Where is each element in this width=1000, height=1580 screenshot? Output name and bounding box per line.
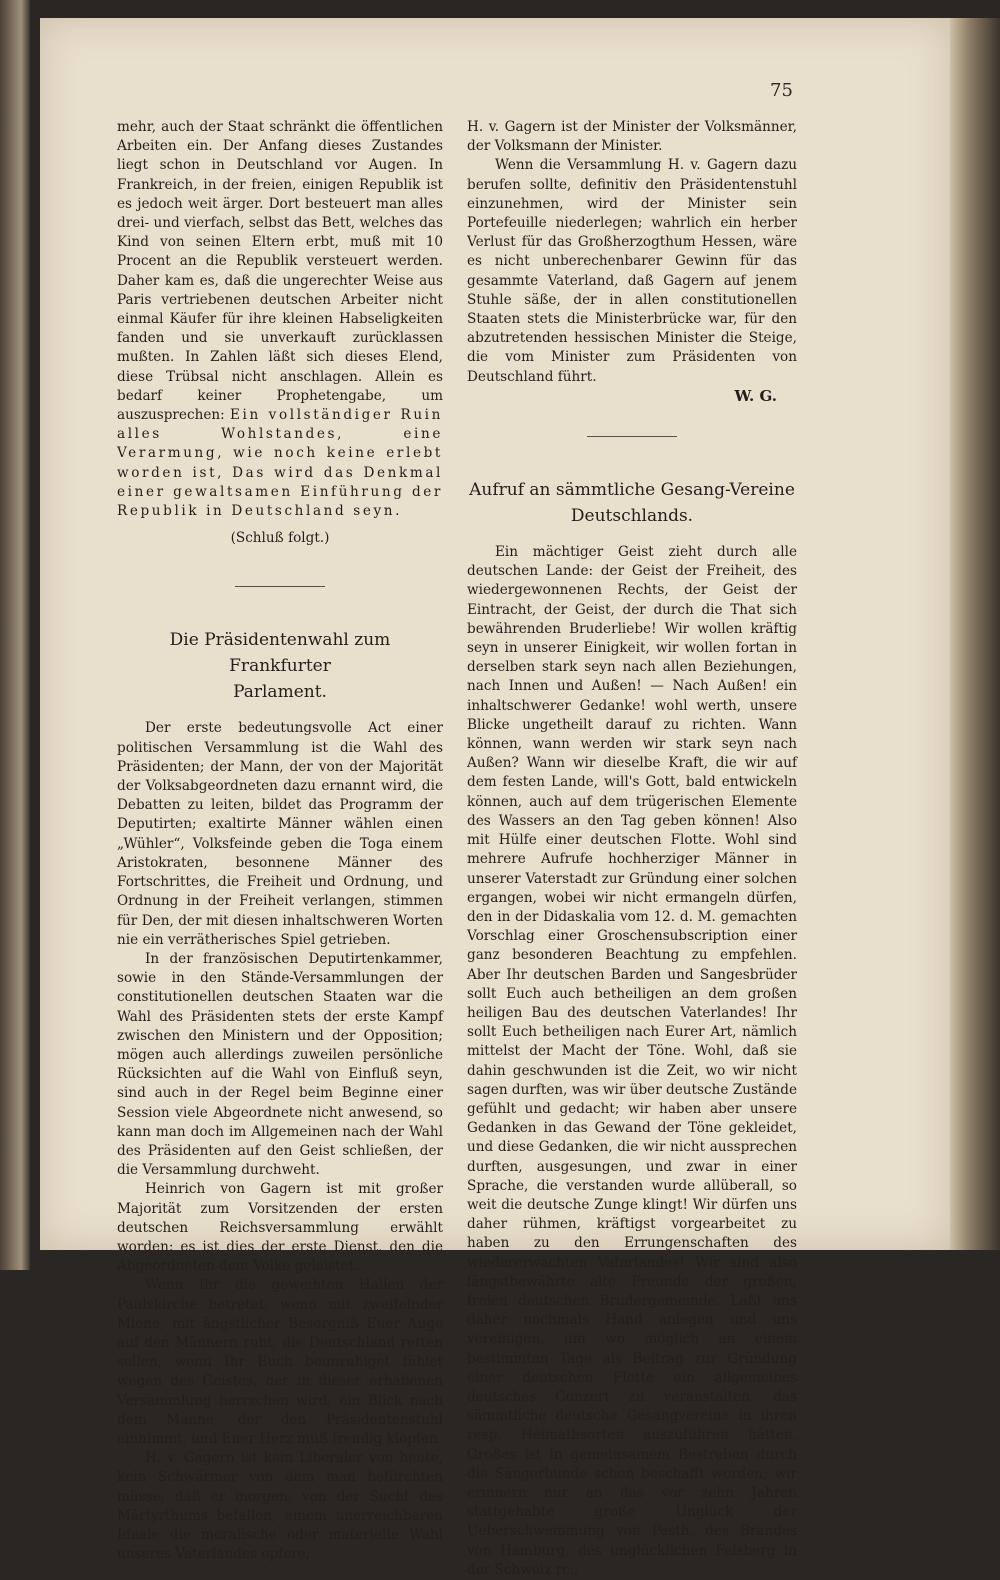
emphasized-text: Ein vollständiger Ruin alles Wohlstandes, eine Verarmung, wie noch keine erlebt worden ist, Das wird das Denkmal einer gewaltsamen Einführung der Republik in Deutschland seyn. xyxy=(117,407,443,520)
paragraph: Wenn die Versammlung H. v. Gagern dazu berufen sollte, definitiv den Präsidentenstuhl einzunehmen, wird der Minister sein Portefeuille niederlegen; wahrlich ein herber Verlust für das Großherzogthum Hessen, wäre es nicht unberechenbarer Gewinn für das gesammte Vaterland, daß Gagern auf jenem Stuhle säße, der in allen constitutionellen Staaten stets die Ministerbrücke war, für den abzutretenden hessischen Minister die Steige, die vom Minister zum Präsidenten von Deutschland führt. xyxy=(467,157,797,385)
heading-line: Deutschlands. xyxy=(570,506,694,527)
heading-line: Parlament. xyxy=(233,682,327,703)
heading-line: Die Präsidentenwahl zum Frankfurter xyxy=(169,630,391,677)
continued-note: (Schluß folgt.) xyxy=(230,530,330,547)
page-number: 75 xyxy=(770,80,793,101)
paragraph xyxy=(117,118,443,521)
section-divider xyxy=(587,436,677,437)
heading-line: Aufruf an sämmtliche Gesang-Vereine xyxy=(469,480,795,501)
paragraph: H. v. Gagern ist der Minister der Volksmänner, der Volksmann der Minister. xyxy=(467,119,797,155)
signature: W. G. xyxy=(734,386,777,405)
paragraph: In der französischen Deputirtenkammer, sowie in den Stände-Versammlungen der constitutionellen deutschen Staaten war die Wahl des Präsidenten stets der erste Kampf zwischen den Ministern und der Opposition; mögen auch allerdings zuweilen persönliche Rücksichten auf die Wahl von Einfluß seyn, sind auch in der Regel beim Beginne einer Session viele Abgeordnete nicht anwesend, so kann man doch im Allgemeinen nach der Wahl des Präsidenten auf den Geist schließen, der die Versammlung durchweht. xyxy=(117,950,443,1179)
paragraph: Der erste bedeutungsvolle Act einer politischen Versammlung ist die Wahl des Präsidenten; der Mann, der von der Majorität der Volksabgeordneten dazu ernannt wird, die Debatten zu leiten, bildet das Programm der Deputirten; exaltirte Männer wählen einen „Wühler“, Volksfeinde geben die Toga einem Aristokraten, besonnene Männer des Fortschrittes, die Freiheit und Ordnung, und Ordnung in der Freiheit verlangen, stimmen für Den, der mit diesen inhaltschweren Worten nie ein verrätherisches Spiel getrieben. xyxy=(117,720,443,948)
paragraph: Wenn Ihr die geweihten Hallen der Paulskirche betretet, wenn mit zweifelnder Miene, mit ängstlicher Besorgniß Euer Auge auf den Männern ruht, die Deutschland retten sollen, wenn Ihr Euch beunruhiget fühlet wegen des Geistes, der in dieser erhabenen Versammlung herrschen wird; ein Blick nach dem Manne, der den Präsidentenstuhl einnimmt, und Euer Herz muß freudig klopfen. xyxy=(117,1277,443,1447)
article-heading xyxy=(117,627,443,705)
paragraph-text: mehr, auch der Staat schränkt die öffentlichen Arbeiten ein. Der Anfang dieses Zustandes liegt schon in Deutschland vor Augen. In Frankreich, in der freien, einigen Republik ist es jedoch weit ärger. Dort besteuert man alles drei- und vierfach, selbst das Bett, welches das Kind von seinen Eltern erbt, muß mit 10 Procent an die Republik versteuert werden. Daher kam es, daß die ungerechter Weise aus Paris vertriebenen deutschen Arbeiter nicht einmal Käufer für ihre kleinen Habseligkeiten fanden und sie unverkauft zurücklassen mußten. In Zahlen läßt sich dieses Elend, diese Trübsal nicht anschlagen. Allein es bedarf keiner Prophetengabe, um auszusprechen: xyxy=(117,119,443,424)
right-column xyxy=(467,118,797,1580)
adjacent-page-edge xyxy=(0,0,30,1270)
page-stack-edge xyxy=(950,18,1000,1250)
left-column xyxy=(117,118,443,1564)
paragraph: H. v. Gagern ist kein Liberaler von heute, kein Schwärmer von dem man befürchten müsse, daß er morgen, von der Sucht des Märtyrthums befallen, einem unerreichbaren Ideale die moralische oder materielle Wahl unseres Vaterlandes opfere; xyxy=(117,1450,443,1563)
paragraph: Ein mächtiger Geist zieht durch alle deutschen Lande: der Geist der Freiheit, des wiedergewonnenen Rechts, der Geist der Eintracht, der Geist, der durch die That sich bewährenden Bruderliebe! Wir wollen kräftig seyn in unserer Einigkeit, wir wollen fortan in derselben stark seyn nach allen Beziehungen, nach Innen und Außen! — Nach Außen! ein inhaltschwerer Gedanke! wohl werth, unsere Blicke ungetheilt darauf zu richten. Wann können, wann werden wir stark seyn nach Außen? Wann wir dieselbe Kraft, die wir auf dem festen Lande, will's Gott, bald entwickeln können, auch auf dem trügerischen Elemente des Wassers an den Tag geben können! Also mit Hülfe einer deutschen Flotte. Wohl sind mehrere Aufrufe hochherziger Männer in unserer Vaterstadt zur Gründung einer solchen ergangen, wobei wir nicht ermangeln dürfen, den in der Didaskalia vom 12. d. M. gemachten Vorschlag einer Groschensubscription einer ganz besonderen Beachtung zu empfehlen. Aber Ihr deutschen Barden und Sangesbrüder sollt Euch auch betheiligen an dem großen heiligen Bau des deutschen Vaterlandes! Ihr sollt Euch betheiligen nach Eurer Art, nämlich mittelst der Macht der Töne. Wohl, daß sie dahin geschwunden ist die Zeit, wo wir nicht sagen durften, was wir über deutsche Zustände gefühlt und gedacht; wir haben aber unsere Gedanken in das Gewand der Töne gekleidet, und diese Gedanken, die wir nicht aussprechen durften, ausgesungen, und zwar in einer Sprache, die verstanden wurde allüberall, so weit die deutsche Zunge klingt! Wir dürfen uns daher rühmen, kräftigst vorgearbeitet zu haben zu den Errungenschaften des wiedererwachten Vaterlandes! Wir sind also längstbewährte alte Freunde der großen, freien deutschen Brudergemeinde. Laßt uns daher nochmals Hand anlegen und uns vereinigen, um wo möglich an einem bestimmten Tage als Beitrag zur Gründung einer deutschen Flotte ein allgemeines deutsches Conzert zu veranstalten, das sämmtliche deutsche Gesangvereine in ihren resp. Heimathsorten auszuführen hätten. Großes ist in gemeinsamem Bestreben durch die Sängerbunde schon beschafft worden; wir erinnern nur an das vor zehn Jahren stattgehabte große Unglück der Ueberschwemmung von Pesth, des Brandes von Hamburg, des unglücklichen Felsberg in der Schweiz rc., xyxy=(467,544,797,1578)
paragraph: Heinrich von Gagern ist mit großer Majorität zum Vorsitzenden der ersten deutschen Reichsversammlung erwählt worden: es ist dies der erste Dienst, den die Abgeordneten dem Volke geleistet. xyxy=(117,1181,443,1275)
section-divider xyxy=(235,586,325,587)
article-heading xyxy=(467,477,797,529)
